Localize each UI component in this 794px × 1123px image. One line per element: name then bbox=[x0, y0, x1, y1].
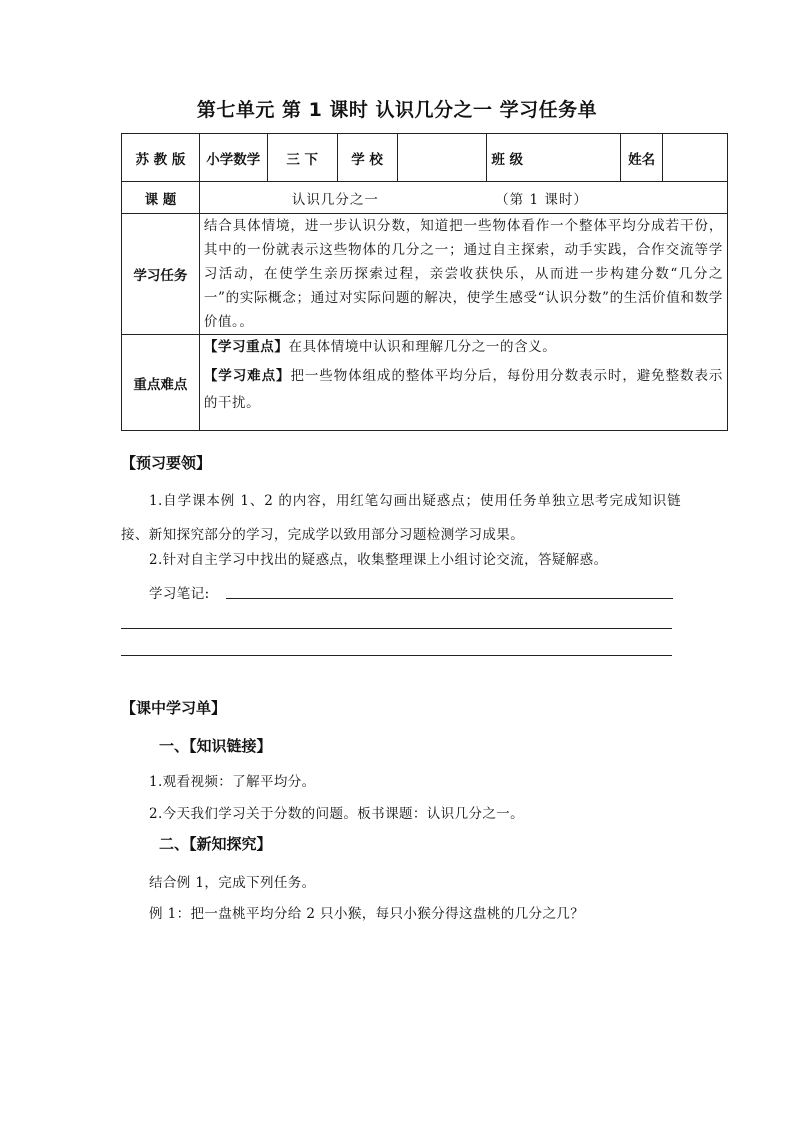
notes-label: 学习笔记: bbox=[149, 586, 210, 602]
name-label: 姓名 bbox=[621, 134, 663, 182]
preview-item1: 1.自学课本例 1、2 的内容，用红笔勾画出疑惑点；使用任务单独立思考完成知识链接、新知探究部分的学习，完成学以致用部分习题检测学习成果。 bbox=[121, 493, 681, 543]
key-point-tag: 【学习重点】 bbox=[203, 339, 289, 355]
new-knowledge-intro: 结合例 1，完成下列任务。 bbox=[149, 875, 316, 891]
key-point bbox=[204, 335, 723, 359]
name-value[interactable] bbox=[663, 134, 728, 182]
key-cell bbox=[199, 335, 727, 431]
class-label: 班 级 bbox=[491, 151, 524, 168]
key-label: 重点难点 bbox=[122, 335, 200, 431]
school-value[interactable] bbox=[397, 134, 487, 182]
topic-label: 课 题 bbox=[122, 182, 200, 214]
notes-line-3[interactable] bbox=[121, 655, 672, 656]
task-label: 学习任务 bbox=[122, 214, 200, 335]
key-point-text: 在具体情境中认识和理解几分之一的含义。 bbox=[288, 339, 557, 355]
knowledge-link-item1: 1.观看视频：了解平均分。 bbox=[149, 774, 316, 790]
topic-period: （第 1 课时） bbox=[495, 191, 588, 208]
task-text: 结合具体情境，进一步认识分数，知道把一些物体看作一个整体平均分成若干份，其中的一份就表示这些物体的几分之一；通过自主探索，动手实践，合作交流等学习活动，在使学生亲历探索过程，亲尝收获快乐，从而进一步构建分数“几分之一”的实际概念；通过对实际问题的解决，使学生感受“认识分数”的生活价值和数学价值。。 bbox=[199, 214, 727, 335]
difficulty-tag: 【学习难点】 bbox=[203, 368, 291, 384]
notes-line-1[interactable] bbox=[226, 598, 673, 599]
knowledge-link-item2: 2.今天我们学习关于分数的问题。板书课题：认识几分之一。 bbox=[149, 806, 525, 822]
publisher-cell: 苏 教 版 bbox=[122, 134, 200, 182]
subject-cell: 小学数学 bbox=[199, 134, 267, 182]
in-class-heading: 【课中学习单】 bbox=[121, 699, 227, 717]
school-label: 学 校 bbox=[337, 134, 397, 182]
topic-value: 认识几分之一 bbox=[291, 191, 379, 208]
notes-line-2[interactable] bbox=[121, 628, 672, 629]
preview-item2: 2.针对自主学习中找出的疑惑点，收集整理课上小组讨论交流，答疑解惑。 bbox=[149, 552, 608, 568]
difficulty bbox=[204, 363, 723, 417]
difficulty-text: 把一些物体组成的整体平均分后，每份用分数表示时，避免整数表示的干扰。 bbox=[203, 368, 723, 411]
preview-heading: 【预习要领】 bbox=[121, 454, 212, 472]
example-1: 例 1：把一盘桃平均分给 2 只小猴，每只小猴分得这盘桃的几分之几？ bbox=[149, 906, 585, 922]
grade-cell: 三 下 bbox=[267, 134, 337, 182]
page-title: 第七单元 第 1 课时 认识几分之一 学习任务单 bbox=[196, 99, 598, 121]
info-table bbox=[121, 133, 728, 431]
knowledge-link-heading: 一、【知识链接】 bbox=[159, 737, 272, 755]
new-knowledge-heading: 二、【新知探究】 bbox=[159, 835, 272, 853]
